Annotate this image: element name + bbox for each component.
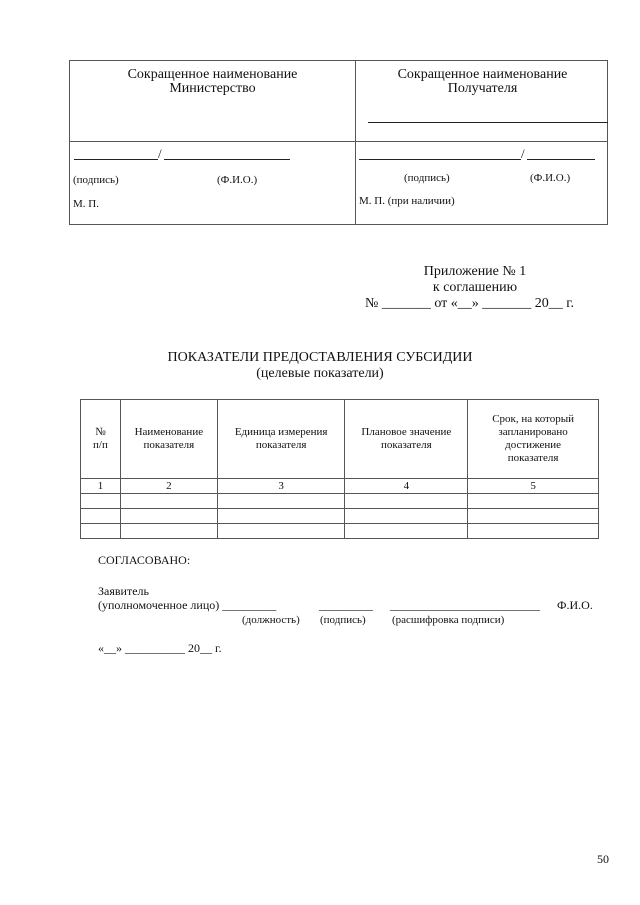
column-number: 2 <box>120 479 217 494</box>
table-column-numbers-row <box>81 479 599 494</box>
page-title: ПОКАЗАТЕЛИ ПРЕДОСТАВЛЕНИЯ СУБСИДИИ <box>167 350 473 365</box>
header-indicator-name: Наименование показателя <box>120 400 217 479</box>
applicant-fio-label: Ф.И.О. <box>557 598 593 612</box>
column-number: 4 <box>345 479 468 494</box>
agreed-title: СОГЛАСОВАНО: <box>98 553 191 567</box>
ministry-podpis-label: (подпись) <box>73 174 119 186</box>
ministry-fio-label: (Ф.И.О.) <box>217 174 258 186</box>
signature-caption: (подпись) <box>320 614 366 626</box>
column-number: 5 <box>468 479 599 494</box>
signature-block-row-divider <box>70 141 607 142</box>
ministry-signature-slash: / <box>158 146 162 161</box>
column-number: 1 <box>81 479 121 494</box>
recipient-podpis-label: (подпись) <box>404 172 450 184</box>
position-caption: (должность) <box>242 614 300 626</box>
signature-decoding-blank: _________________________ <box>390 598 540 612</box>
ministry-fio-line <box>164 159 290 160</box>
header-planned-value: Плановое значение показателя <box>345 400 468 479</box>
table-header-row <box>81 400 599 479</box>
page-subtitle: (целевые показатели) <box>256 366 384 381</box>
header-unit: Единица измерения показателя <box>217 400 345 479</box>
recipient-fio-label: (Ф.И.О.) <box>530 172 571 184</box>
table-row <box>81 494 599 509</box>
appendix-number: Приложение № 1 <box>423 264 527 279</box>
authorized-person-line: (уполномоченное лицо) _________ <box>98 598 277 612</box>
column-number: 3 <box>217 479 345 494</box>
appendix-agreement: к соглашению <box>432 280 518 295</box>
recipient-title: Сокращенное наименование Получателя <box>397 67 568 96</box>
ministry-signature-line <box>74 159 158 160</box>
header-deadline: Срок, на который запланировано достижение показателя <box>468 400 599 479</box>
page-number: 50 <box>597 852 609 866</box>
applicant-label: Заявитель <box>98 584 149 598</box>
ministry-stamp-label: М. П. <box>73 198 99 210</box>
agreed-date-line: «__» __________ 20__ г. <box>98 641 222 655</box>
signature-block <box>69 60 608 225</box>
table-row <box>81 524 599 539</box>
table-row <box>81 509 599 524</box>
header-number: № п/п <box>81 400 121 479</box>
indicators-table <box>80 399 599 539</box>
ministry-title: Сокращенное наименование Министерство <box>127 67 298 96</box>
recipient-fio-line <box>527 159 595 160</box>
signature-decoding-caption: (расшифровка подписи) <box>392 614 505 626</box>
recipient-stamp-label: М. П. (при наличии) <box>359 195 455 207</box>
signature-blank: _________ <box>319 598 373 612</box>
recipient-signature-slash: / <box>521 146 525 161</box>
recipient-name-line <box>368 122 608 123</box>
recipient-signature-line <box>359 159 521 160</box>
appendix-agreement-ref: № _______ от «__» _______ 20__ г. <box>365 296 574 311</box>
